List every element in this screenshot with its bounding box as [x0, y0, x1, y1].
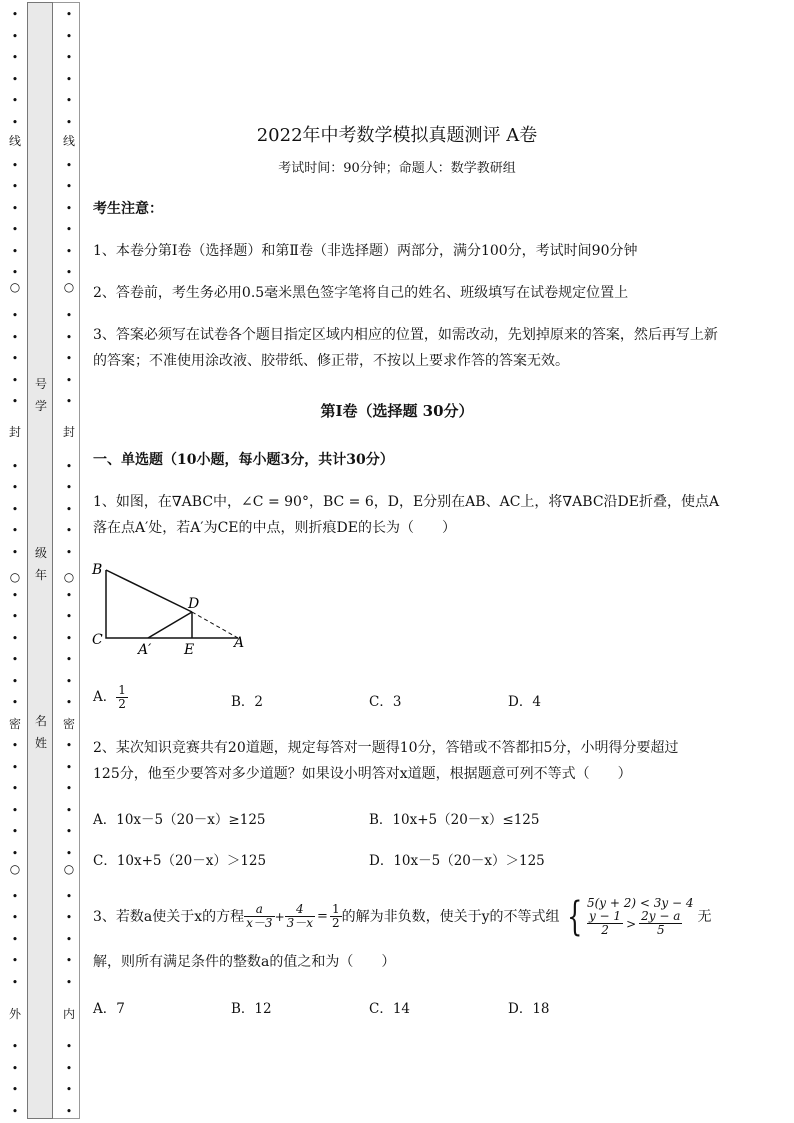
margin-dot: • [11, 846, 19, 860]
q3-option-c[interactable]: C．14 [369, 1001, 411, 1017]
option-prefix: A． [93, 689, 117, 705]
frac-num: 2y − a [641, 909, 681, 923]
fraction [285, 903, 315, 930]
q1-option-c[interactable]: C．3 [369, 694, 402, 710]
field-label-char: 号 [34, 377, 47, 391]
fraction [330, 903, 342, 930]
margin-dot: • [65, 502, 73, 516]
fraction [244, 903, 274, 930]
margin-dot: • [11, 588, 19, 602]
margin-dot: • [65, 653, 73, 666]
margin-mark: 外 [8, 1007, 21, 1021]
margin-dot: • [65, 244, 73, 258]
question-3-text: 解，则所有满足条件的整数a的值之和为（ ） [93, 954, 396, 970]
q2-option-b[interactable]: B．10x+5（20－x）≤125 [369, 812, 540, 828]
margin-dot: • [65, 825, 73, 838]
question-3-text [93, 893, 712, 940]
margin-dot: • [65, 760, 73, 774]
q1-option-d[interactable]: D．4 [508, 694, 541, 710]
margin-dot: • [65, 352, 73, 365]
fraction [587, 910, 623, 937]
frac-den: 2 [118, 697, 126, 711]
margin-dot: • [11, 889, 19, 903]
frac-den: x－3 [246, 916, 273, 930]
q3-option-b[interactable]: B．12 [231, 1001, 272, 1017]
margin-dot: • [65, 201, 73, 215]
margin-mark: ○ [63, 862, 75, 876]
margin-mark: 封 [8, 425, 21, 439]
label-e: E [184, 642, 195, 658]
margin-dot: • [11, 954, 19, 967]
margin-dot: • [11, 223, 19, 236]
margin-dot: • [65, 115, 73, 129]
field-label-char: 学 [34, 399, 47, 413]
hypotenuse-bd [106, 570, 192, 612]
frac-num: 1 [118, 683, 126, 697]
margin-dot: • [11, 825, 19, 838]
margin-dot: • [65, 459, 73, 473]
margin-dot: • [11, 1083, 19, 1096]
label-b: B [92, 562, 103, 578]
margin-dot: • [11, 244, 19, 258]
margin-divider [53, 1118, 80, 1119]
margin-dot: • [65, 72, 73, 86]
margin-mark: ○ [63, 570, 75, 584]
margin-dot: • [65, 545, 73, 559]
margin-mark: 封 [62, 425, 75, 439]
margin-dot: • [65, 330, 73, 344]
fraction [116, 684, 128, 711]
margin-dot: • [65, 674, 73, 688]
q3-option-a[interactable]: A．7 [93, 1001, 125, 1017]
frac-num: 4 [285, 903, 315, 917]
frac-num: a [244, 903, 274, 917]
margin-dot: • [65, 631, 73, 645]
margin-dot: • [11, 72, 19, 86]
margin-dot: • [11, 739, 19, 752]
margin-mark: ○ [63, 280, 75, 294]
margin-mark: ○ [9, 280, 21, 294]
margin-dot: • [11, 158, 19, 172]
q1-option-a[interactable] [93, 684, 128, 711]
exam-title: 2022年中考数学模拟真题测评 A卷 [256, 125, 538, 146]
notice-item: 1、本卷分第Ⅰ卷（选择题）和第Ⅱ卷（非选择题）两部分，满分100分，考试时间90分钟 [93, 243, 638, 259]
frac-den: 3－x [286, 916, 314, 930]
frac-num: y − 1 [588, 909, 622, 923]
margin-dot: • [11, 975, 19, 989]
q3-text-part: 3、若数a使关于x的方程 [93, 908, 245, 925]
margin-dot: • [11, 631, 19, 645]
margin-dot: • [65, 975, 73, 989]
margin-mark: 密 [62, 717, 75, 731]
margin-dot: • [11, 760, 19, 774]
margin-dot: • [65, 266, 73, 279]
notice-heading: 考生注意： [93, 201, 163, 217]
margin-mark: 密 [8, 717, 21, 731]
margin-dot: • [11, 373, 19, 387]
margin-dot: • [11, 201, 19, 215]
exam-subtitle: 考试时间：90分钟；命题人：数学教研组 [278, 161, 516, 176]
margin-dot: • [65, 739, 73, 752]
inequality-lines [587, 896, 694, 937]
margin-dot: • [65, 911, 73, 924]
frac-den: 5 [656, 923, 665, 937]
margin-dot: • [11, 502, 19, 516]
notice-item: 3、答案必须写在试卷各个题目指定区域内相应的位置，如需改动，先划掉原来的答案，然后再写上新 [93, 327, 718, 343]
margin-dot: • [11, 29, 19, 43]
margin-dot: • [11, 1061, 19, 1075]
margin-dot: • [11, 674, 19, 688]
inequality-system [562, 893, 694, 940]
margin-dot: • [65, 696, 73, 709]
label-c: C [92, 632, 103, 648]
field-label-char: 姓 [34, 736, 47, 750]
margin-dot: • [11, 524, 19, 537]
q3-text-part: 无 [697, 908, 712, 925]
margin-divider [53, 2, 80, 3]
question-1-figure [88, 558, 253, 658]
brace-icon: { [566, 893, 582, 940]
margin-dot: • [11, 51, 19, 64]
field-label-char: 名 [34, 714, 47, 728]
operator: + [274, 909, 285, 924]
margin-dot: • [65, 373, 73, 387]
margin-dot: • [65, 8, 73, 21]
question-1-text: 落在点A′处，若A′为CE的中点，则折痕DE的长为（ ） [93, 520, 456, 536]
margin-dot: • [11, 610, 19, 623]
section-title: 第Ⅰ卷（选择题 30分） [320, 402, 474, 420]
margin-dot: • [65, 481, 73, 494]
margin-dot: • [11, 545, 19, 559]
question-2-text: 2、某次知识竞赛共有20道题，规定每答对一题得10分，答错或不答都扣5分，小明得分要超过 [93, 740, 679, 756]
fraction [639, 910, 682, 937]
inequality-2 [587, 910, 694, 937]
margin-dot: • [11, 395, 19, 408]
margin-dot: • [65, 309, 73, 322]
margin-dot: • [11, 266, 19, 279]
margin-dot: • [65, 1061, 73, 1075]
label-a: A [234, 635, 245, 651]
margin-dot: • [11, 115, 19, 129]
margin-dot: • [65, 846, 73, 860]
operator: > [626, 916, 637, 931]
q1-option-b[interactable]: B．2 [231, 694, 264, 710]
margin-dot: • [11, 653, 19, 666]
margin-dot: • [65, 94, 73, 107]
frac-den: 2 [601, 923, 609, 937]
q3-option-d[interactable]: D．18 [508, 1001, 550, 1017]
margin-dot: • [11, 481, 19, 494]
margin-dot: • [65, 932, 73, 946]
margin-dot: • [65, 180, 73, 193]
margin-dot: • [11, 1040, 19, 1053]
q2-option-a[interactable]: A．10x－5（20－x）≥125 [93, 812, 266, 828]
margin-dot: • [65, 223, 73, 236]
margin-dot: • [65, 395, 73, 408]
operator: = [317, 908, 328, 924]
margin-dot: • [65, 588, 73, 602]
margin-dot: • [11, 352, 19, 365]
q3-text-part: 的解为非负数，使关于y的不等式组 [341, 908, 560, 925]
margin-dot: • [65, 158, 73, 172]
notice-item: 2、答卷前，考生务必用0.5毫米黑色签字笔将自己的姓名、班级填写在试卷规定位置上 [93, 285, 629, 301]
margin-dot: • [11, 803, 19, 817]
margin-dot: • [65, 889, 73, 903]
margin-dot: • [11, 180, 19, 193]
frac-num: 1 [331, 902, 340, 916]
margin-dot: • [65, 803, 73, 817]
margin-dot: • [11, 911, 19, 924]
question-1-text: 1、如图，在∇ABC中，∠C = 90°，BC = 6，D，E分别在AB、AC上，将∇ABC沿DE折叠，使点A [93, 494, 720, 510]
margin-mark: 线 [8, 134, 21, 148]
margin-dot: • [11, 309, 19, 322]
label-a-prime: A′ [138, 642, 152, 658]
margin-dot: • [65, 1104, 73, 1118]
margin-dot: • [11, 696, 19, 709]
margin-dot: • [11, 94, 19, 107]
inequality-1: 5(y + 2) < 3y − 4 [586, 896, 694, 910]
folded-hypotenuse-da [192, 612, 238, 638]
q2-option-c[interactable]: C．10x+5（20－x）＞125 [93, 853, 267, 869]
label-d: D [188, 596, 200, 612]
margin-dot: • [11, 932, 19, 946]
notice-item: 的答案；不准使用涂改液、胶带纸、修正带，不按以上要求作答的答案无效。 [93, 353, 569, 369]
margin-dot: • [65, 51, 73, 64]
part-title: 一、单选题（10小题，每小题3分，共计30分） [93, 452, 394, 468]
margin-dot: • [11, 8, 19, 21]
margin-dot: • [11, 782, 19, 795]
margin-dot: • [11, 459, 19, 473]
margin-mark: 内 [62, 1007, 75, 1021]
margin-mark: 线 [62, 134, 75, 148]
margin-dot: • [65, 954, 73, 967]
margin-dot: • [65, 29, 73, 43]
question-2-text: 125分，他至少要答对多少道题？如果设小明答对x道题，根据题意可列不等式（ ） [93, 766, 632, 782]
segment-a-prime-d [148, 612, 192, 638]
q2-option-d[interactable]: D．10x－5（20－x）＞125 [369, 853, 545, 869]
margin-dot: • [65, 1040, 73, 1053]
margin-mark: ○ [9, 862, 21, 876]
margin-dot: • [65, 524, 73, 537]
margin-mark: ○ [9, 570, 21, 584]
field-label-char: 级 [34, 546, 47, 560]
frac-den: 2 [331, 916, 340, 930]
field-label-char: 年 [34, 568, 47, 582]
margin-dot: • [11, 1104, 19, 1118]
margin-dot: • [65, 782, 73, 795]
margin-dot: • [11, 330, 19, 344]
margin-dot: • [65, 610, 73, 623]
margin-dot: • [65, 1083, 73, 1096]
